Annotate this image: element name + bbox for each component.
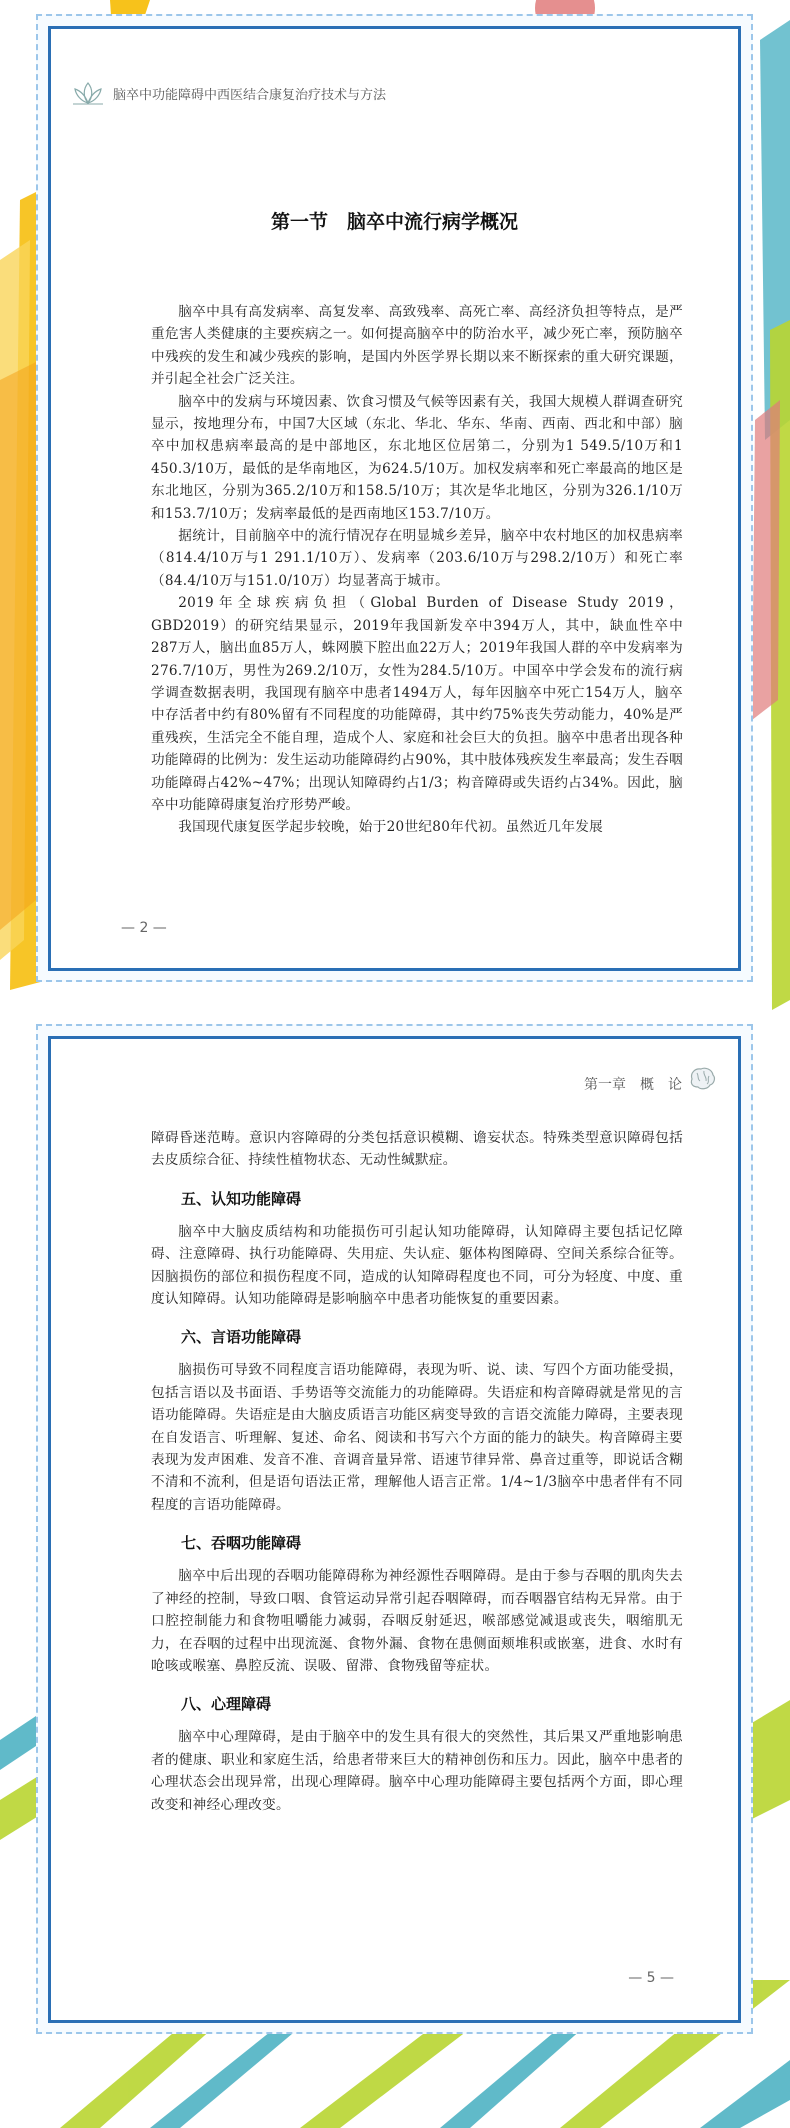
paragraph: 脑卒中大脑皮质结构和功能损伤可引起认知功能障碍，认知障碍主要包括记忆障碍、注意障碍、执行功能障碍、失用症、失认症、躯体构图障碍、空间关系综合征等。因脑损伤的部位和损伤程度不同，造成的认知障碍程度也不同，可分为轻度、中度、重度认知障碍。认知功能障碍是影响脑卒中患者功能恢复的重要因素。 — [151, 1223, 683, 1308]
subsection-heading: 八、心理障碍 — [181, 1695, 272, 1714]
subsection-heading: 六、言语功能障碍 — [181, 1328, 302, 1347]
page-2 — [48, 1036, 741, 2023]
running-head: 第一章 概 论 — [584, 1077, 682, 1093]
paragraph: 我国现代康复医学起步较晚，始于20世纪80年代初。虽然近几年发展 — [178, 819, 604, 836]
page-1 — [48, 26, 741, 971]
paragraph: 据统计，目前脑卒中的流行情况存在明显城乡差异，脑卒中农村地区的加权患病率（814.4/10万与1 291.1/10万）、发病率（203.6/10万与298.2/10万）和死亡率（84.4/10万与151.0/10万）均显著高于城市。 — [151, 528, 683, 589]
paragraph: 2019年全球疾病负担（Global Burden of Disease Study 2019，GBD2019）的研究结果显示，2019年我国新发卒中394万人，其中，缺血性卒中287万人，脑出血85万人，蛛网膜下腔出血22万人；2019年我国人群的卒中发病率为276.7/10万，男性为269.2/10万，女性为284.5/10万。中国卒中学会发布的流行病学调查数据表明，我国现有脑卒中患者1494万人，每年因脑卒中死亡154万人，脑卒中存活者中约有80%留有不同程度的功能障碍，其中约75%丧失劳动能力，40%是严重残疾，生活完全不能自理，造成个人、家庭和社会巨大的负担。脑卒中患者出现各种功能障碍的比例为：发生运动功能障碍约占90%，其中肢体残疾发生率最高；发生吞咽功能障碍占42%~47%；出现认知障碍约占1/3；构音障碍或失语约占34%。因此，脑卒中功能障碍康复治疗形势严峻。 — [151, 595, 683, 813]
paragraph: 脑卒中后出现的吞咽功能障碍称为神经源性吞咽障碍。是由于参与吞咽的肌肉失去了神经的控制，导致口咽、食管运动异常引起吞咽障碍，而吞咽器官结构无异常。由于口腔控制能力和食物咀嚼能力减弱，吞咽反射延迟，喉部感觉减退或丧失，咽缩肌无力，在吞咽的过程中出现流涎、食物外漏、食物在患侧面颊堆积或嵌塞，进食、水时有呛咳或喉塞、鼻腔反流、误吸、留滞、食物残留等症状。 — [151, 1568, 683, 1674]
subsection-heading: 七、吞咽功能障碍 — [181, 1534, 302, 1553]
paragraph: 障碍昏迷范畴。意识内容障碍的分类包括意识模糊、谵妄状态。特殊类型意识障碍包括去皮质综合征、持续性植物状态、无动性缄默症。 — [151, 1130, 683, 1169]
page-number: — 2 — — [121, 920, 167, 936]
page-1-body — [151, 301, 683, 839]
paragraph: 脑卒中的发病与环境因素、饮食习惯及气候等因素有关，我国大规模人群调查研究显示，按地理分布，中国7大区域（东北、华北、华东、华南、西南、西北和中部）脑卒中加权患病率最高的是中部地区，东北地区位居第二，分别为1 549.5/10万和1 450.3/10万，最低的是华南地区，为624.5/10万。加权发病率和死亡率最高的地区是东北地区，分别为365.2/10万和158.5/10万；其次是华北地区，分别为326.1/10万和153.7/10万；发病率最低的是西南地区153.7/10万。 — [151, 393, 683, 522]
page-number: — 5 — — [628, 1970, 674, 1986]
paragraph: 脑卒中心理障碍，是由于脑卒中的发生具有很大的突然性，其后果又严重地影响患者的健康、职业和家庭生活，给患者带来巨大的精神创伤和压力。因此，脑卒中患者的心理状态会出现异常，出现心理障碍。脑卒中心理功能障碍主要包括两个方面，即心理改变和神经心理改变。 — [151, 1729, 683, 1813]
brain-icon — [686, 1065, 718, 1093]
lotus-icon — [71, 79, 105, 107]
running-head: 脑卒中功能障碍中西医结合康复治疗技术与方法 — [113, 88, 387, 103]
paragraph: 脑卒中具有高发病率、高复发率、高致残率、高死亡率、高经济负担等特点，是严重危害人类健康的主要疾病之一。如何提高脑卒中的防治水平，减少死亡率，预防脑卒中残疾的发生和减少残疾的影响，是国内外医学界长期以来不断探索的重大研究课题，并引起全社会广泛关注。 — [151, 304, 683, 388]
paragraph: 脑损伤可导致不同程度言语功能障碍，表现为听、说、读、写四个方面功能受损，包括言语以及书面语、手势语等交流能力的功能障碍。失语症和构音障碍就是常见的言语功能障碍。失语症是由大脑皮质语言功能区病变导致的言语交流能力障碍，主要表现在自发语言、听理解、复述、命名、阅读和书写六个方面的能力的缺失。构音障碍主要表现为发声困难、发音不准、音调音量异常、语速节律异常、鼻音过重等，即说话含糊不清和不流利，但是语句语法正常，理解他人语言正常。1/4~1/3脑卒中患者伴有不同程度的言语功能障碍。 — [151, 1362, 683, 1513]
subsection-heading: 五、认知功能障碍 — [181, 1189, 302, 1208]
section-title: 第一节 脑卒中流行病学概况 — [270, 211, 518, 233]
page-2-body — [151, 1127, 683, 1816]
